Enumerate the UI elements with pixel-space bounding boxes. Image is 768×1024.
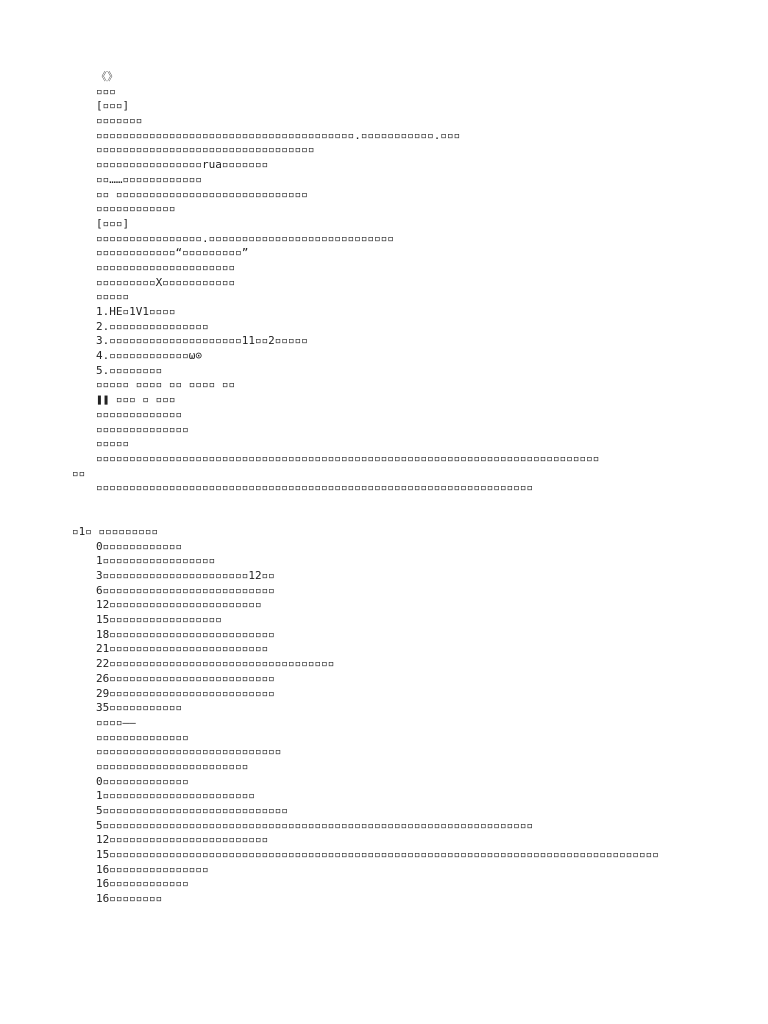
text-line: ▫▫▫▫▫▫▫▫▫▫▫▫“▫▫▫▫▫▫▫▫▫” (96, 246, 249, 260)
text-line: ▫▫▫▫▫▫▫▫▫▫▫▫▫▫▫▫▫▫▫▫▫▫▫▫▫▫▫▫▫▫▫▫▫▫▫▫▫▫▫.▫▫▫▫▫▫▫▫▫▫▫.▫▫▫ (96, 128, 461, 142)
text-line: ▫▫▫▫▫▫▫▫▫▫▫▫▫▫▫▫▫▫▫▫▫ (96, 260, 236, 274)
text-line: ▫▫▫▫▫▫▫▫▫▫▫▫▫ (96, 407, 183, 421)
text-line: 15▫▫▫▫▫▫▫▫▫▫▫▫▫▫▫▫▫▫▫▫▫▫▫▫▫▫▫▫▫▫▫▫▫▫▫▫▫▫▫▫▫▫▫▫▫▫▫▫▫▫▫▫▫▫▫▫▫▫▫▫▫▫▫▫▫▫▫▫▫▫▫▫▫▫▫▫▫▫▫▫▫▫▫ (96, 848, 659, 862)
text-line: 5.▫▫▫▫▫▫▫▫ (96, 363, 163, 377)
text-line: ▫▫▫▫▫▫▫▫▫X▫▫▫▫▫▫▫▫▫▫▫ (96, 275, 236, 289)
text-line: ▫▫▫▫▫▫▫▫▫▫▫▫▫▫▫▫▫▫▫▫▫▫▫ (96, 759, 249, 773)
document-body-top (0, 70, 768, 496)
text-line: ▫▫▫▫▫▫▫▫▫▫▫▫▫▫▫▫.▫▫▫▫▫▫▫▫▫▫▫▫▫▫▫▫▫▫▫▫▫▫▫▫▫▫▫▫ (96, 231, 395, 245)
text-line: 16▫▫▫▫▫▫▫▫▫▫▫▫ (96, 877, 189, 891)
text-line: 6▫▫▫▫▫▫▫▫▫▫▫▫▫▫▫▫▫▫▫▫▫▫▫▫▫▫ (96, 583, 275, 597)
text-line: ▫▫▫▫▫ ▫▫▫▫ ▫▫ ▫▫▫▫ ▫▫ (96, 378, 236, 392)
document-body-bottom (0, 525, 768, 907)
text-line: 1▫▫▫▫▫▫▫▫▫▫▫▫▫▫▫▫▫▫▫▫▫▫▫ (96, 789, 255, 803)
text-line: ▫▫ ▫▫▫▫▫▫▫▫▫▫▫▫▫▫▫▫▫▫▫▫▫▫▫▫▫▫▫▫▫ (96, 187, 308, 201)
text-line: 18▫▫▫▫▫▫▫▫▫▫▫▫▫▫▫▫▫▫▫▫▫▫▫▫▫ (96, 627, 275, 641)
text-line: 3▫▫▫▫▫▫▫▫▫▫▫▫▫▫▫▫▫▫▫▫▫▫12▫▫ (96, 569, 275, 582)
text-line: 1.HE▫1V1▫▫▫▫ (96, 305, 176, 318)
text-line: 16▫▫▫▫▫▫▫▫▫▫▫▫▫▫▫ (96, 862, 209, 876)
text-line: 0▫▫▫▫▫▫▫▫▫▫▫▫▫ (96, 774, 189, 788)
text-line: ▫▫▫ (96, 84, 116, 98)
text-line: 35▫▫▫▫▫▫▫▫▫▫▫ (96, 701, 183, 715)
text-line: 5▫▫▫▫▫▫▫▫▫▫▫▫▫▫▫▫▫▫▫▫▫▫▫▫▫▫▫▫ (96, 804, 289, 817)
document-page (0, 70, 768, 907)
text-line: 15▫▫▫▫▫▫▫▫▫▫▫▫▫▫▫▫▫ (96, 613, 222, 627)
text-line: ▫▫▫▫▫▫▫▫▫▫▫▫▫▫▫▫▫▫▫▫▫▫▫▫▫▫▫▫▫▫▫▫▫▫▫▫▫▫▫▫▫▫▫▫▫▫▫▫▫▫▫▫▫▫▫▫▫▫▫▫▫▫▫▫▫▫ (96, 481, 534, 495)
text-line: ▫▫▫▫—— (96, 715, 136, 729)
text-line: ▫▫ (72, 466, 86, 480)
text-line: 0▫▫▫▫▫▫▫▫▫▫▫▫ (96, 539, 183, 553)
text-line: 21▫▫▫▫▫▫▫▫▫▫▫▫▫▫▫▫▫▫▫▫▫▫▫▫ (96, 642, 269, 656)
text-line: 3.▫▫▫▫▫▫▫▫▫▫▫▫▫▫▫▫▫▫▫▫11▫▫2▫▫▫▫▫ (96, 334, 308, 348)
text-line: ▫▫……▫▫▫▫▫▫▫▫▫▫▫▫ (96, 172, 202, 186)
text-line: ▫▫▫▫▫▫▫▫▫▫▫▫▫▫▫▫▫▫▫▫▫▫▫▫▫▫▫▫ (96, 745, 282, 759)
text-line: [▫▫▫] (96, 99, 130, 113)
text-line: 4.▫▫▫▫▫▫▫▫▫▫▫▫ω⊙ (96, 349, 202, 363)
text-line: [▫▫▫] (96, 216, 130, 230)
text-line: ▫▫▫▫▫▫▫▫▫▫▫▫▫▫▫▫rua▫▫▫▫▫▫▫ (96, 158, 269, 172)
section-gap (0, 496, 768, 525)
text-line: ▫▫▫▫▫ (96, 437, 130, 451)
text-line: ▫▫▫▫▫▫▫▫▫▫▫▫▫▫▫▫▫▫▫▫▫▫▫▫▫▫▫▫▫▫▫▫▫ (96, 143, 315, 157)
text-line: 5▫▫▫▫▫▫▫▫▫▫▫▫▫▫▫▫▫▫▫▫▫▫▫▫▫▫▫▫▫▫▫▫▫▫▫▫▫▫▫▫▫▫▫▫▫▫▫▫▫▫▫▫▫▫▫▫▫▫▫▫▫▫▫▫▫ (96, 818, 534, 832)
text-line: 16▫▫▫▫▫▫▫▫ (96, 892, 163, 906)
text-line: ▫▫▫▫▫▫▫▫▫▫▫▫▫▫ (96, 730, 189, 744)
text-line: ▫▫▫▫▫▫▫▫▫▫▫▫▫▫▫▫▫▫▫▫▫▫▫▫▫▫▫▫▫▫▫▫▫▫▫▫▫▫▫▫▫▫▫▫▫▫▫▫▫▫▫▫▫▫▫▫▫▫▫▫▫▫▫▫▫▫▫▫▫▫▫▫▫▫▫▫ (96, 451, 600, 465)
text-line: ▫▫▫▫▫▫▫ (96, 114, 143, 128)
text-line: 12▫▫▫▫▫▫▫▫▫▫▫▫▫▫▫▫▫▫▫▫▫▫▫ (96, 598, 262, 612)
text-line: 26▫▫▫▫▫▫▫▫▫▫▫▫▫▫▫▫▫▫▫▫▫▫▫▫▫ (96, 671, 275, 685)
text-line: 12▫▫▫▫▫▫▫▫▫▫▫▫▫▫▫▫▫▫▫▫▫▫▫▫ (96, 833, 269, 847)
text-line: 1▫▫▫▫▫▫▫▫▫▫▫▫▫▫▫▫▫ (96, 554, 216, 568)
text-line: 22▫▫▫▫▫▫▫▫▫▫▫▫▫▫▫▫▫▫▫▫▫▫▫▫▫▫▫▫▫▫▫▫▫▫ (96, 657, 335, 671)
text-line: 2.▫▫▫▫▫▫▫▫▫▫▫▫▫▫▫ (96, 319, 209, 333)
text-line: 《》 (96, 70, 118, 83)
text-line: ❚❚ ▫▫▫ ▫ ▫▫▫ (96, 393, 176, 407)
text-line: ▫▫▫▫▫▫▫▫▫▫▫▫ (96, 202, 176, 216)
text-line: ▫1▫ ▫▫▫▫▫▫▫▫▫ (72, 524, 159, 538)
text-line: ▫▫▫▫▫ (96, 290, 130, 304)
text-line: 29▫▫▫▫▫▫▫▫▫▫▫▫▫▫▫▫▫▫▫▫▫▫▫▫▫ (96, 686, 275, 700)
text-line: ▫▫▫▫▫▫▫▫▫▫▫▫▫▫ (96, 422, 189, 436)
